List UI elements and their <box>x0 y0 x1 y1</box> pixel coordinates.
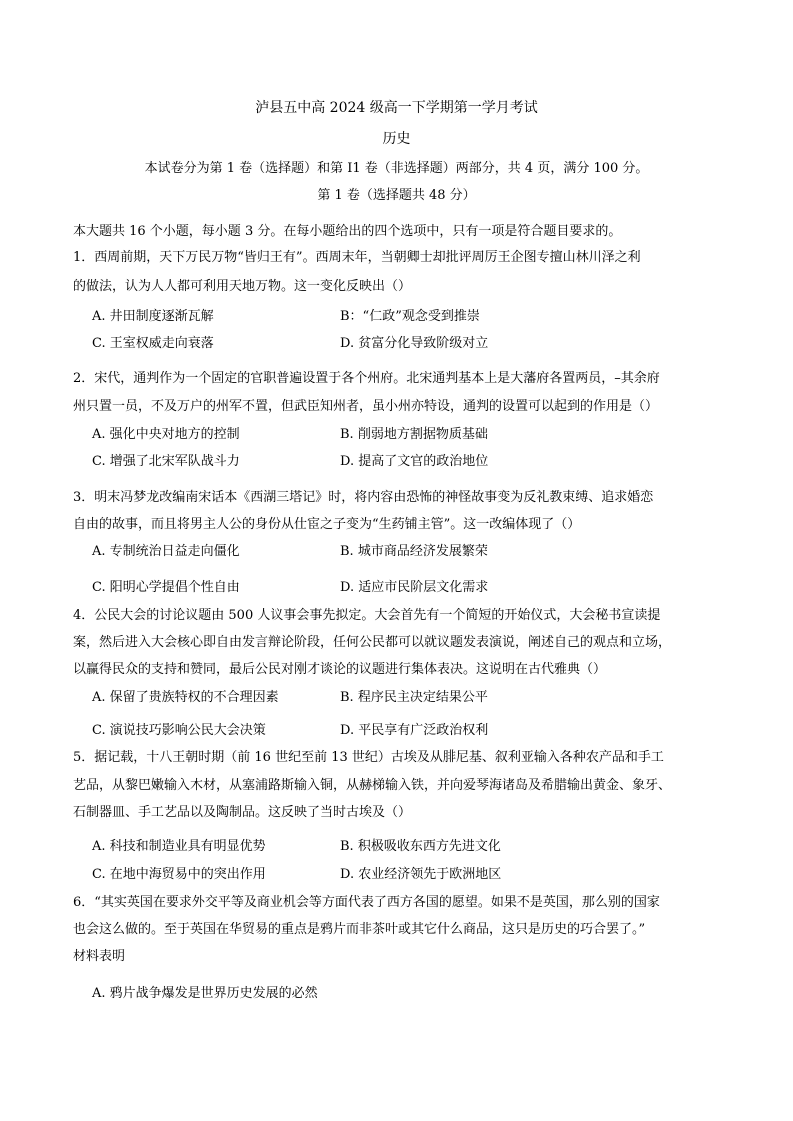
question-6-line-3: 材料表明 <box>73 949 126 964</box>
question-2-option-c: C. 增强了北宋军队战斗力 <box>92 454 240 469</box>
question-2-option-a: A. 强化中央对地方的控制 <box>92 427 240 442</box>
question-1-option-c: C. 王室权威走向衰落 <box>92 336 214 351</box>
exam-intro: 本试卷分为第 1 卷（选择题）和第 I1 卷（非选择题）两部分，共 4 页，满分 100 分。 <box>144 161 649 176</box>
question-6-line-1: 6．“其实英国在要求外交平等及商业机会等方面代表了西方各国的愿望。如果不是英国，那么别的国家 <box>73 895 660 910</box>
question-5-line-1: 5．据记载，十八王朝时期（前 16 世纪至前 13 世纪）古埃及从腓尼基、叙利亚输入各种农产品和手工 <box>73 750 664 765</box>
question-1-line-1: 1．西周前期，天下万民万物“皆归王有”。西周末年，当朝卿士却批评周厉王企图专擅山林川泽之利 <box>73 250 641 265</box>
question-2-option-b: B. 削弱地方割据物质基础 <box>340 427 488 442</box>
question-2-option-d: D. 提高了文官的政治地位 <box>340 454 489 469</box>
question-4-line-1: 4．公民大会的讨论议题由 500 人议事会事先拟定。大会首先有一个简短的开始仪式，大会秘书宣读提 <box>73 608 661 623</box>
question-2-line-1: 2．宋代，通判作为一个固定的官职普遍设置于各个州府。北宋通判基本上是大藩府各置两员，–其余府 <box>73 371 660 386</box>
question-5-line-3: 石制器皿、手工艺品以及陶制品。这反映了当时古埃及（） <box>73 805 412 820</box>
question-1-option-a: A. 井田制度逐渐瓦解 <box>92 309 214 324</box>
question-5-option-c: C. 在地中海贸易中的突出作用 <box>92 867 266 882</box>
question-4-option-b: B. 程序民主决定结果公平 <box>340 690 488 705</box>
question-6-option-a: A. 鸦片战争爆发是世界历史发展的必然 <box>92 986 318 1001</box>
question-4-line-3: 以赢得民众的支持和赞同，最后公民对刚才谈论的议题进行集体表决。这说明在古代雅典（） <box>73 662 607 677</box>
question-1-option-b: B：“仁政”观念受到推崇 <box>340 309 480 324</box>
question-3-option-c: C. 阳明心学提倡个性自由 <box>92 580 240 595</box>
question-3-option-b: B. 城市商品经济发展繁荣 <box>340 544 488 559</box>
question-3-option-a: A. 专制统治日益走向僵化 <box>92 544 240 559</box>
instructions: 本大题共 16 个小题，每小题 3 分。在每小题给出的四个选项中，只有一项是符合题目要求的。 <box>73 224 622 239</box>
question-6-line-2: 也会这么做的。至于英国在华贸易的重点是鸦片而非茶叶或其它什么商品，这只是历史的巧合罢了。” <box>73 922 646 937</box>
question-5-option-b: B. 积极吸收东西方先进文化 <box>340 839 501 854</box>
question-3-option-d: D. 适应市民阶层文化需求 <box>340 580 489 595</box>
question-5-option-d: D. 农业经济领先于欧洲地区 <box>340 867 502 882</box>
question-1-line-2: 的做法，认为人人都可利用天地万物。这一变化反映出（） <box>73 279 412 294</box>
question-4-option-a: A. 保留了贵族特权的不合理因素 <box>92 690 279 705</box>
question-4-option-d: D. 平民享有广泛政治权利 <box>340 723 489 738</box>
question-3-line-1: 3．明末冯梦龙改编南宋话本《西湖三塔记》时，将内容由恐怖的神怪故事变为反礼教束缚、追求婚恋 <box>73 490 654 505</box>
question-5-line-2: 艺品，从黎巴嫩输入木材，从塞浦路斯输入铜，从赫梯输入铁，并向爱琴海诸岛及希腊输出黄金、象牙、 <box>73 778 672 793</box>
question-4-line-2: 案，然后进入大会核心即自由发言辩论阶段，任何公民都可以就议题发表演说，阐述自己的观点和立场， <box>73 635 672 650</box>
exam-title: 泸县五中高 2024 级高一下学期第一学月考试 <box>255 100 538 116</box>
question-1-option-d: D. 贫富分化导致阶级对立 <box>340 336 489 351</box>
question-3-line-2: 自由的故事，而且将男主人公的身份从仕宦之子变为“生药铺主管”。这一改编体现了（） <box>73 517 581 532</box>
question-5-option-a: A. 科技和制造业具有明显优势 <box>92 839 266 854</box>
question-4-option-c: C. 演说技巧影响公民大会决策 <box>92 723 266 738</box>
subject-title: 历史 <box>382 131 411 147</box>
question-2-line-2: 州只置一员，不及万户的州军不置，但武臣知州者，虽小州亦特设，通判的设置可以起到的作用是（） <box>73 399 659 414</box>
section-title: 第 1 卷（选择题共 48 分） <box>317 188 476 203</box>
